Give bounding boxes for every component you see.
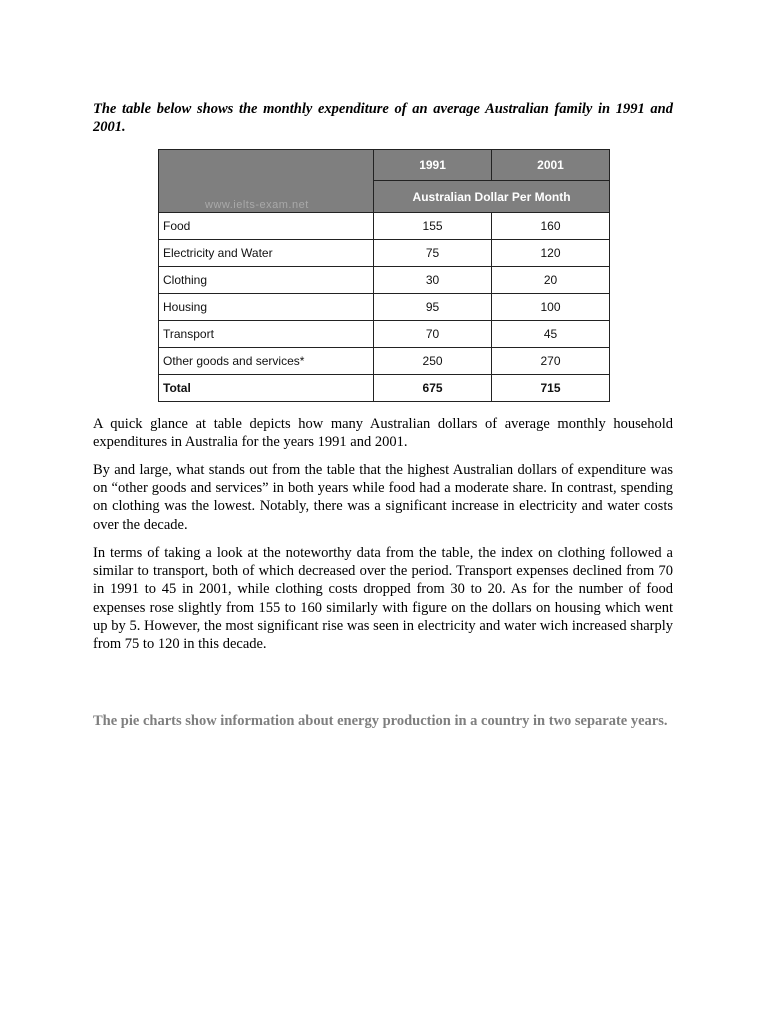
essay-paragraph-details: In terms of taking a look at the noteworthy data from the table, the index on clothing followed a similar to transport, both of which decreased over the period. Transport expenses declined from 70 in 1991 to 45 in 2001, while clothing costs dropped from 30 to 20. As for the number of food expenses rose slightly from 155 to 160 similarly with figure on the dollars on housing which went up by 5. However, the most significant rise was seen in electricity and water wich increased sharply from 75 to 120 in this decade. [93,545,673,653]
row-value-1991: 30 [374,267,492,294]
essay-paragraph-intro: A quick glance at table depicts how many Australian dollars of average monthly household expenditures in Australia for the years 1991 and 2001. [93,416,673,451]
row-value-2001: 270 [492,348,610,375]
watermark: www.ielts-exam.net [205,199,309,211]
row-value-2001: 45 [492,321,610,348]
row-value-2001: 100 [492,294,610,321]
row-value-2001: 120 [492,240,610,267]
essay-paragraph-overview: By and large, what stands out from the table that the highest Australian dollars of expenditure was on “other goods and services” in both years while food had a moderate share. In contrast, spending on clothing was the lowest. Notably, there was a significant increase in electricity and water costs over the decade. [93,462,673,533]
total-value-2001: 715 [492,375,610,402]
table-header-blank [159,150,374,213]
table-row [159,321,610,348]
row-value-2001: 20 [492,267,610,294]
row-value-1991: 75 [374,240,492,267]
row-label: Housing [159,294,374,321]
row-value-1991: 70 [374,321,492,348]
row-label: Clothing [159,267,374,294]
row-value-1991: 95 [374,294,492,321]
next-task-heading: The pie charts show information about energy production in a country in two separate years. [93,713,668,729]
row-value-1991: 250 [374,348,492,375]
header-year-1991: 1991 [374,150,492,181]
header-year-2001: 2001 [492,150,610,181]
expenditure-table-container [158,149,610,402]
task-heading: The table below shows the monthly expenditure of an average Australian family in 1991 and 2001. [93,101,673,135]
total-value-1991: 675 [374,375,492,402]
header-unit: Australian Dollar Per Month [374,181,610,213]
total-label: Total [159,375,374,402]
row-label: Other goods and services* [159,348,374,375]
row-value-1991: 155 [374,213,492,240]
table-total-row [159,375,610,402]
row-label: Transport [159,321,374,348]
row-label: Electricity and Water [159,240,374,267]
table-row [159,294,610,321]
row-value-2001: 160 [492,213,610,240]
expenditure-table [158,149,610,402]
table-row [159,213,610,240]
table-row [159,348,610,375]
table-row [159,267,610,294]
table-header-row-years [159,150,610,181]
table-row [159,240,610,267]
row-label: Food [159,213,374,240]
